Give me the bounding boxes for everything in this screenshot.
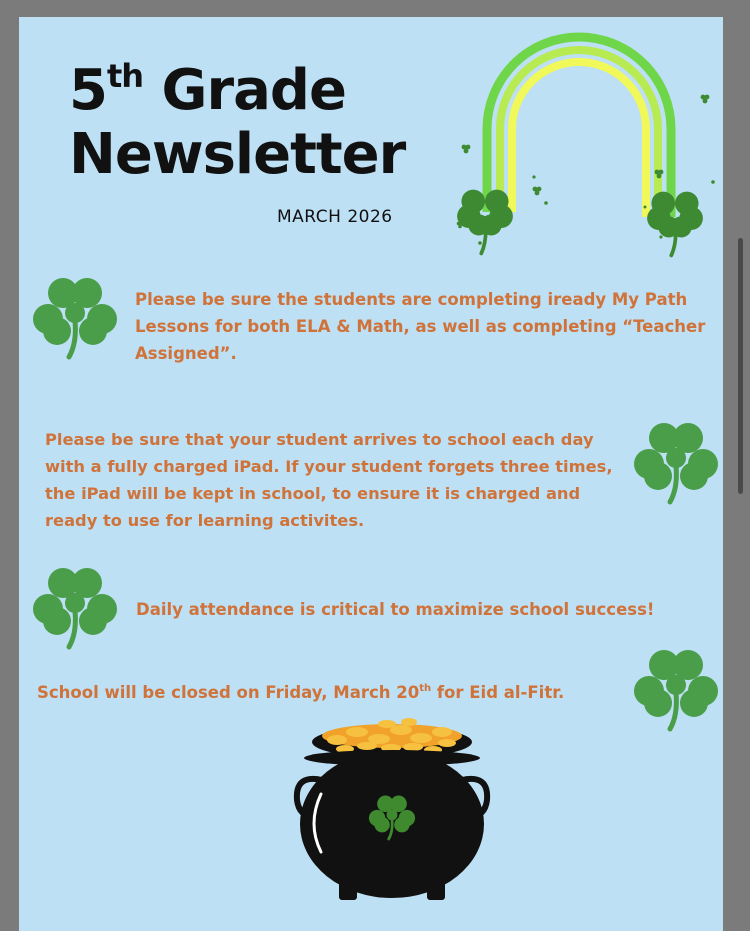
shamrock-icon <box>630 643 722 735</box>
title-number: 5 <box>69 58 107 123</box>
shamrock-icon <box>29 561 121 653</box>
title-superscript: th <box>106 57 144 95</box>
message-attendance: Daily attendance is critical to maximize school success! <box>136 600 655 619</box>
message-iready-lessons: Please be sure the students are completing iready My Path Lessons for both ELA & Math, as well as completing “Teacher Assigned”. <box>135 290 706 363</box>
page-title <box>69 59 405 187</box>
closed-text-suffix: for Eid al-Fitr. <box>431 683 565 702</box>
rainbow-icon <box>429 17 723 262</box>
newsletter-page <box>19 17 723 931</box>
newsletter-date: MARCH 2026 <box>277 207 393 227</box>
scrollbar-thumb[interactable] <box>738 238 743 494</box>
closed-text-superscript: th <box>419 683 432 694</box>
title-line-2: Newsletter <box>69 122 406 187</box>
closed-text-prefix: School will be closed on Friday, March 20 <box>37 683 420 702</box>
message-school-closed <box>37 679 637 706</box>
message-ipad-charged: Please be sure that your student arrives to school each day with a fully charged iPad. If your student forgets three times, the iPad will be kept in school, to ensure it is charged and ready to use for learning activites. <box>45 430 613 530</box>
shamrock-icon <box>630 416 722 508</box>
title-line-1 <box>69 59 405 123</box>
pot-of-gold-icon <box>287 712 497 907</box>
shamrock-icon <box>29 271 121 363</box>
title-word: Grade <box>161 58 346 123</box>
